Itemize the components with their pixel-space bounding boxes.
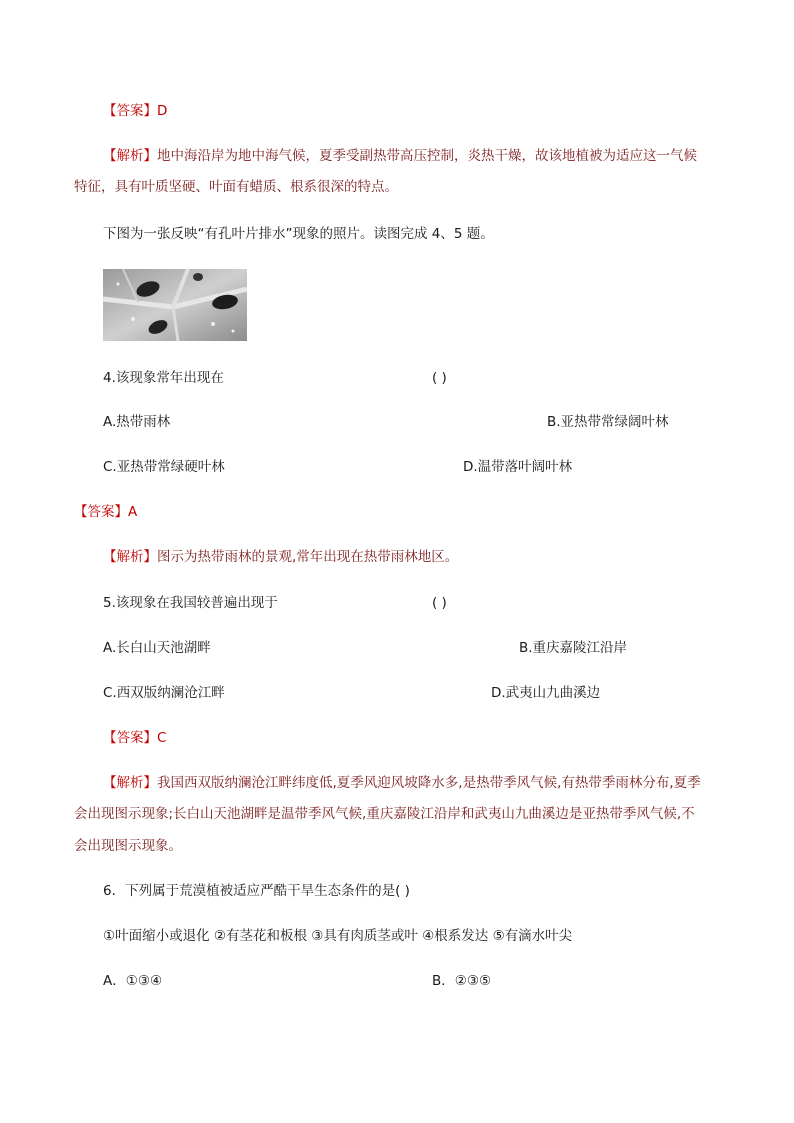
q4-answer-value: A [128,504,138,520]
q5-option-d: D.武夷山九曲溪边 [491,685,601,701]
q5-option-c: C.西双版纳澜沧江畔 [103,685,225,701]
q3-analysis-line2: 特征，具有叶质坚硬、叶面有蜡质、根系很深的特点。 [74,179,398,195]
analysis-label: 【解析】 [103,148,157,164]
q4-option-d: D.温带落叶阔叶林 [463,459,573,475]
q5-blank: ( ) [432,595,447,611]
q5-option-a: A.长白山天池湖畔 [103,640,211,656]
answer-label: 【答案】 [103,103,157,119]
q5-answer-value: C [157,730,167,746]
analysis-label: 【解析】 [103,775,157,791]
q5-analysis-line1 [103,773,701,793]
q5-answer-line [103,728,166,748]
answer-label: 【答案】 [74,504,128,520]
q3-answer-value: D [157,103,168,119]
q4-blank: ( ) [432,370,447,386]
q4-analysis-text: 图示为热带雨林的景观,常年出现在热带雨林地区。 [157,549,459,565]
q5-option-b: B.重庆嘉陵江沿岸 [519,640,628,656]
q6-items: ①叶面缩小或退化 ②有茎花和板根 ③具有肉质茎或叶 ④根系发达 ⑤有滴水叶尖 [103,928,573,944]
intro-text: 下图为一张反映“有孔叶片排水”现象的照片。读图完成 4、5 题。 [103,226,494,242]
q4-option-c: C.亚热带常绿硬叶林 [103,459,225,475]
q5-analysis-text1: 我国西双版纳澜沧江畔纬度低,夏季风迎风坡降水多,是热带季风气候,有热带季雨林分布,夏季 [157,775,701,791]
q4-stem: 4.该现象常年出现在 [103,370,224,386]
answer-label: 【答案】 [103,730,157,746]
q3-analysis-text1: 地中海沿岸为地中海气候，夏季受副热带高压控制，炎热干燥，故该地植被为适应这一气候 [157,148,697,164]
q6-option-a: A．①③④ [103,973,163,989]
q4-option-a: A.热带雨林 [103,414,171,430]
q6-stem: 6．下列属于荒漠植被适应严酷干旱生态条件的是( ) [103,883,410,899]
q4-option-b: B.亚热带常绿阔叶林 [547,414,669,430]
q4-answer-line [74,502,137,522]
q3-analysis-line1 [103,146,697,166]
analysis-label: 【解析】 [103,549,157,565]
q5-analysis-line3: 会出现图示现象。 [74,838,182,854]
q6-option-b: B．②③⑤ [432,973,492,989]
q5-analysis-line2: 会出现图示现象;长白山天池湖畔是温带季风气候,重庆嘉陵江沿岸和武夷山九曲溪边是亚热带季风气候,不 [74,806,695,822]
q4-analysis-line [103,547,458,567]
q3-answer-line [103,101,167,121]
leaf-with-holes-photo [103,269,247,341]
q5-stem: 5.该现象在我国较普遍出现于 [103,595,278,611]
